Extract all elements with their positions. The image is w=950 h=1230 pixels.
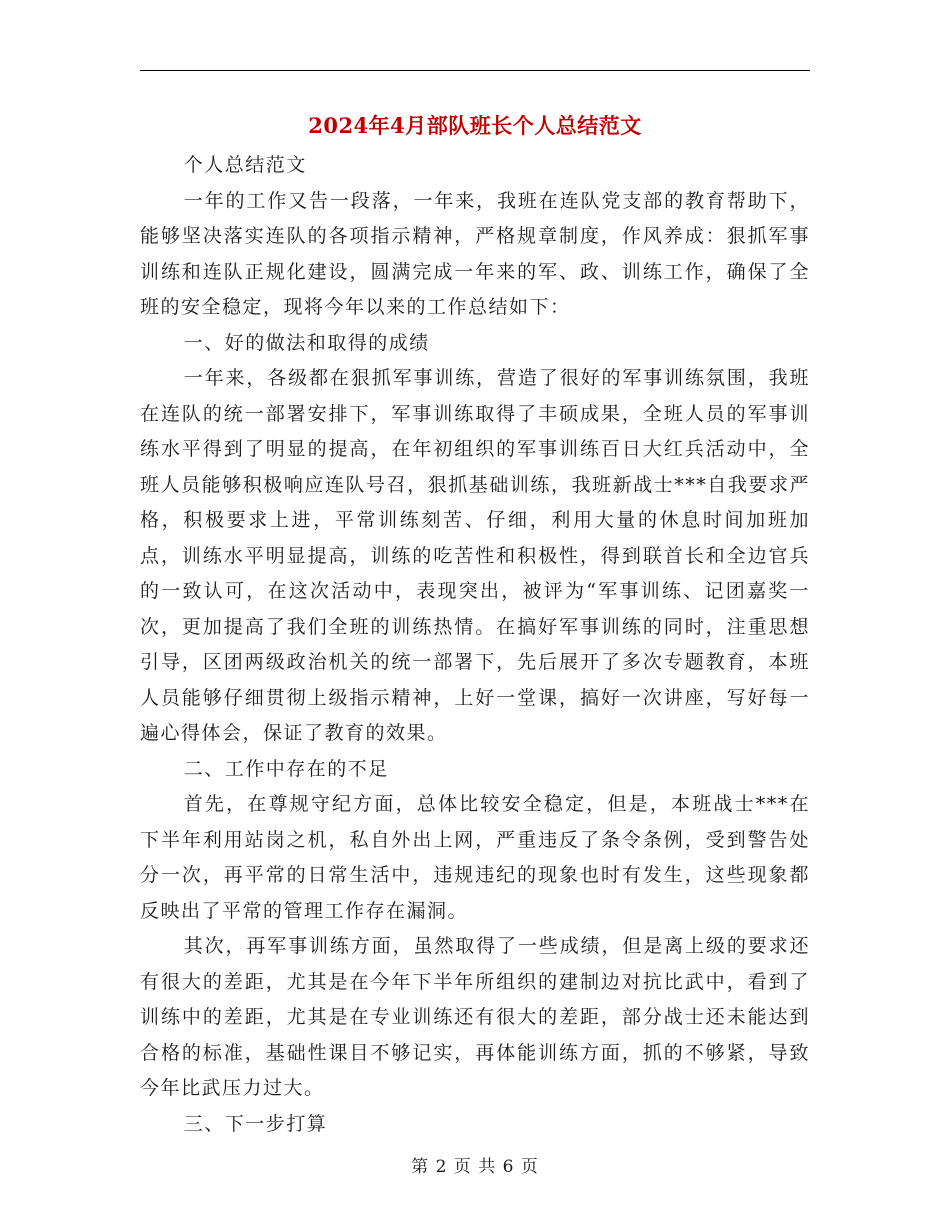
paragraph-intro: 一年的工作又告一段落，一年来，我班在连队党支部的教育帮助下，能够坚决落实连队的各项指示精神，严格规章制度，作风养成：狠抓军事训练和连队正规化建设，圆满完成一年来的军、政、训练工作，确保了全班的安全稳定，现将今年以来的工作总结如下： (140, 189, 810, 318)
header-rule (140, 70, 810, 71)
document-body (140, 148, 810, 1142)
paragraph-training: 其次，再军事训练方面，虽然取得了一些成绩，但是离上级的要求还有很大的差距，尤其是在今年下半年所组织的建制边对抗比武中，看到了训练中的差距，尤其是在专业训练还有很大的差距，部分战士还未能达到合格的标准，基础性课目不够记实，再体能训练方面，抓的不够紧，导致今年比武压力过大。 (140, 935, 810, 1099)
paragraph-subtitle: 个人总结范文 (183, 154, 307, 176)
page-number-footer: 第 2 页 共 6 页 (411, 1157, 539, 1177)
section-heading-achievements: 一、好的做法和取得的成绩 (183, 331, 430, 354)
document-title: 2024年4月部队班长个人总结范文 (308, 113, 642, 138)
section-heading-next-steps: 三、下一步打算 (183, 1112, 328, 1135)
paragraph-achievements: 一年来，各级都在狠抓军事训练，营造了很好的军事训练氛围，我班在连队的统一部署安排下，军事训练取得了丰硕成果，全班人员的军事训练水平得到了明显的提高，在年初组织的军事训练百日大红兵活动中，全班人员能够积极响应连队号召，狠抓基础训练，我班新战士***自我要求严格，积极要求上进，平常训练刻苦、仔细，利用大量的休息时间加班加点，训练水平明显提高，训练的吃苦性和积极性，得到联首长和全边官兵的一致认可，在这次活动中，表现突出，被评为“军事训练、记团嘉奖一次，更加提高了我们全班的训练热情。在搞好军事训练的同时，注重思想引导，区团两级政治机关的统一部署下，先后展开了多次专题教育，本班人员能够仔细贯彻上级指示精神，上好一堂课，搞好一次讲座，写好每一遍心得体会，保证了教育的效果。 (140, 367, 810, 744)
paragraph-discipline: 首先，在尊规守纪方面，总体比较安全稳定，但是，本班战士***在下半年利用站岗之机，私自外出上网，严重违反了条令条例，受到警告处分一次，再平常的日常生活中，违规违纪的现象也时有发生，这些现象都反映出了平常的管理工作存在漏洞。 (140, 793, 810, 922)
section-heading-shortcomings: 二、工作中存在的不足 (183, 757, 389, 780)
